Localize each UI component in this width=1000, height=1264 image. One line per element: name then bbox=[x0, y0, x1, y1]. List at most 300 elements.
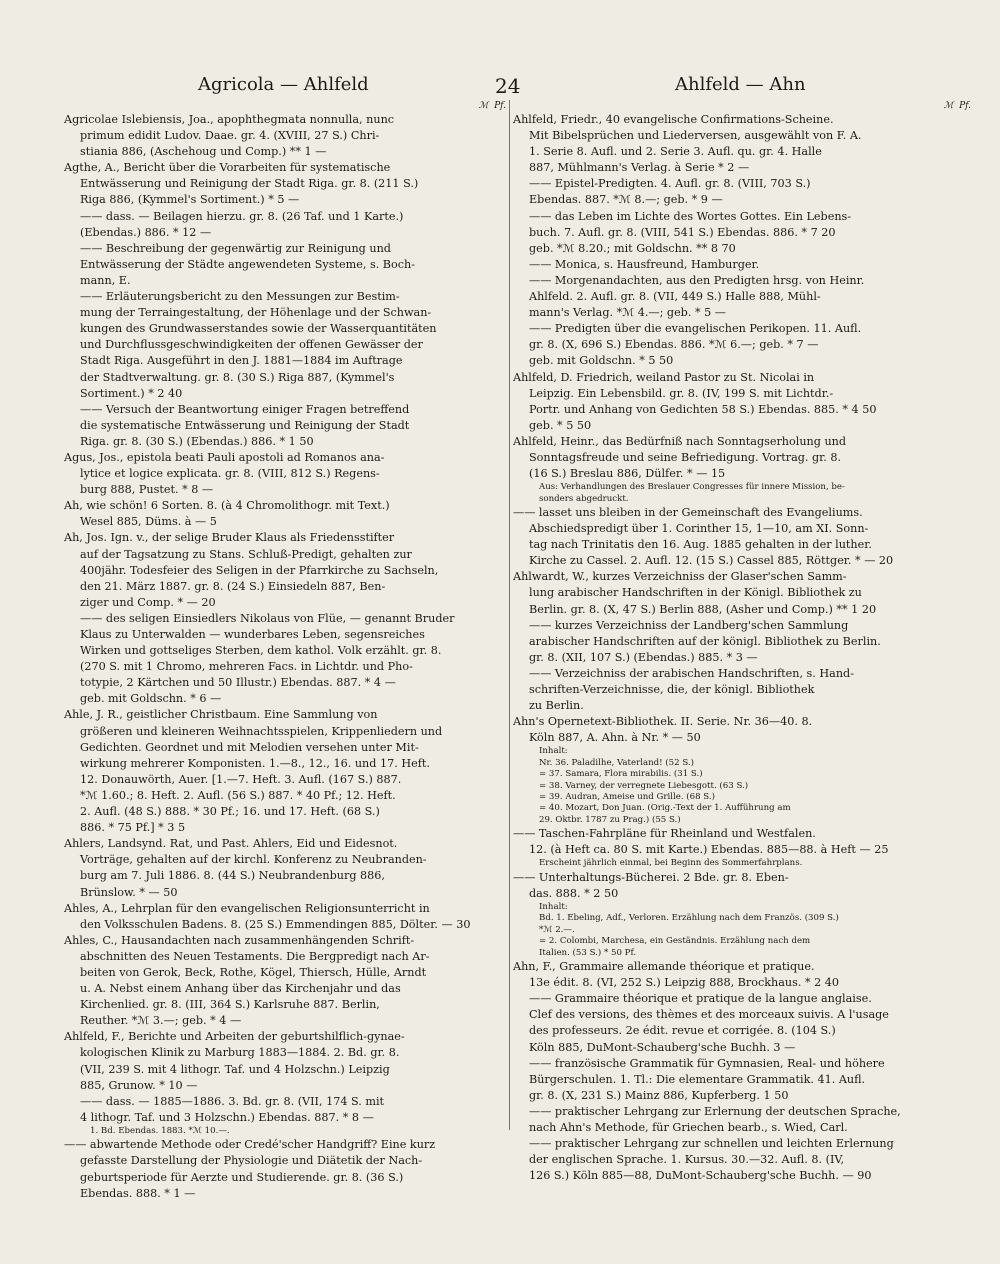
entry-line bbox=[513, 553, 973, 569]
entry-line bbox=[513, 505, 973, 521]
entry-line bbox=[64, 305, 508, 321]
catalog-entry bbox=[513, 870, 973, 902]
entry-line bbox=[513, 1136, 973, 1152]
entry-line-text: Riga 886, (Kymmel's Sortiment.) * 5 — bbox=[80, 193, 300, 207]
catalog-entry bbox=[513, 505, 973, 569]
entry-line bbox=[64, 740, 508, 756]
entry-line bbox=[64, 1078, 508, 1094]
entry-line bbox=[513, 730, 973, 746]
entry-line bbox=[513, 936, 973, 947]
entry-line-text: (Ebendas.) 886. * 12 — bbox=[80, 225, 212, 239]
entry-line-text: Leipzig. Ein Lebensbild. gr. 8. (IV, 199 S. mit Lichtdr.- bbox=[529, 386, 834, 400]
entry-line-text: gr. 8. (X, 696 S.) Ebendas. 886. *ℳ 6.—; geb. * 7 — bbox=[529, 338, 819, 352]
entry-line-text: Reuther. *ℳ 3.—; geb. * 4 — bbox=[80, 1014, 242, 1028]
entry-line bbox=[513, 386, 973, 402]
entry-line bbox=[64, 1062, 508, 1078]
entry-line-text: geburtsperiode für Aerzte und Studierende. gr. 8. (36 S.) bbox=[80, 1170, 404, 1184]
entry-line-text: mung der Terraingestaltung, der Höhenlage und der Schwan- bbox=[80, 306, 432, 320]
entry-line bbox=[64, 434, 508, 450]
entry-line-text: wirkung mehrerer Komponisten. 1.—8., 12., 16. und 17. Heft. bbox=[80, 756, 430, 770]
entry-line bbox=[64, 1110, 508, 1126]
entry-line-text: des professeurs. 2e édit. revue et corrigée. 8. (104 S.) bbox=[529, 1024, 836, 1038]
entry-line-text: primum edidit Ludov. Daae. gr. 4. (XVIII, 27 S.) Chri- bbox=[80, 129, 380, 143]
entry-line-text: Inhalt: bbox=[539, 746, 568, 757]
entry-line-text: *ℳ 2.—. bbox=[539, 924, 575, 935]
entry-line-text: Agthe, A., Bericht über die Vorarbeiten für systematische bbox=[64, 161, 391, 175]
entry-line-text: Ahlers, Landsynd. Rat, und Past. Ahlers, Eid und Eidesnot. bbox=[64, 837, 398, 851]
entry-line-text: = 37. Samara, Flora mirabilis. (31 S.) bbox=[539, 769, 703, 780]
entry-line bbox=[513, 959, 973, 975]
entry-line-text: Kirche zu Cassel. 2. Aufl. 12. (15 S.) Cassel 885, Röttger. * — 20 bbox=[529, 554, 894, 568]
entry-line-text: kungen des Grundwasserstandes sowie der Wasserquantitäten bbox=[80, 322, 437, 336]
entry-line-text: arabischer Handschriften auf der königl. Bibliothek zu Berlin. bbox=[529, 634, 881, 648]
entry-line-text: —— praktischer Lehrgang zur schnellen und leichten Erlernung bbox=[529, 1137, 894, 1151]
catalog-entry bbox=[64, 707, 508, 836]
entry-line-text: kologischen Klinik zu Marburg 1883—1884. 2. Bd. gr. 8. bbox=[80, 1046, 400, 1060]
entry-line bbox=[64, 724, 508, 740]
entry-line bbox=[513, 858, 973, 869]
entry-line bbox=[513, 112, 973, 128]
entry-line-text: Brünslow. * — 50 bbox=[80, 885, 178, 899]
entry-line bbox=[64, 386, 508, 402]
entry-line-text: mann's Verlag. *ℳ 4.—; geb. * 5 — bbox=[529, 306, 726, 320]
entry-note bbox=[513, 902, 973, 959]
entry-line-text: Bd. 1. Ebeling, Adf., Verloren. Erzählung nach dem Französ. (309 S.) bbox=[539, 913, 839, 924]
page-number: 24 bbox=[495, 74, 521, 98]
entry-line-text: —— Taschen-Fahrpläne für Rheinland und Westfalen. bbox=[513, 827, 816, 841]
entry-line-text: lung arabischer Handschriften in der Königl. Bibliothek zu bbox=[529, 586, 862, 600]
entry-line bbox=[513, 815, 973, 826]
entry-note bbox=[513, 858, 973, 869]
entry-line-text: = 40. Mozart, Don Juan. (Orig.-Text der 1. Aufführung am bbox=[539, 803, 791, 814]
entry-line bbox=[513, 128, 973, 144]
entry-line-text: 4 lithogr. Taf. und 3 Holzschn.) Ebendas. 887. * 8 — bbox=[80, 1110, 374, 1124]
entry-line-text: Portr. und Anhang von Gedichten 58 S.) Ebendas. 885. * 4 50 bbox=[529, 402, 877, 416]
entry-line-text: 887, Mühlmann's Verlag. à Serie * 2 — bbox=[529, 161, 750, 175]
entry-line bbox=[513, 273, 973, 289]
entry-line-text: abschnitten des Neuen Testaments. Die Bergpredigt nach Ar- bbox=[80, 949, 430, 963]
entry-line-text: Ahles, C., Hausandachten nach zusammenhängenden Schrift- bbox=[64, 933, 415, 947]
entry-line bbox=[64, 804, 508, 820]
entry-line bbox=[513, 1088, 973, 1104]
entry-line bbox=[513, 353, 973, 369]
entry-line bbox=[513, 241, 973, 257]
entry-line bbox=[513, 948, 973, 959]
entry-line-text: größeren und kleineren Weihnachtsspielen, Krippenliedern und bbox=[80, 724, 443, 738]
entry-line-text: Stadt Riga. Ausgeführt in den J. 1881—1884 im Auftrage bbox=[80, 354, 403, 368]
entry-line bbox=[64, 579, 508, 595]
entry-line bbox=[64, 885, 508, 901]
catalog-entry bbox=[64, 1137, 508, 1201]
entry-line bbox=[64, 209, 508, 225]
entry-line-text: Wirken und gottseliges Sterben, dem kathol. Volk erzählt. gr. 8. bbox=[80, 644, 442, 658]
catalog-entry bbox=[64, 160, 508, 450]
entry-line bbox=[513, 209, 973, 225]
entry-line-text: Italien. (53 S.) * 50 Pf. bbox=[539, 947, 637, 958]
entry-line bbox=[513, 257, 973, 273]
entry-line-text: Ebendas. 887. *ℳ 8.—; geb. * 9 — bbox=[529, 193, 723, 207]
catalog-entry bbox=[513, 569, 973, 714]
entry-line bbox=[64, 289, 508, 305]
entry-line-text: Vorträge, gehalten auf der kirchl. Konferenz zu Neubranden- bbox=[80, 853, 427, 867]
entry-line-text: —— dass. — Beilagen hierzu. gr. 8. (26 Taf. und 1 Karte.) bbox=[80, 209, 404, 223]
entry-line-text: auf der Tagsatzung zu Stans. Schluß-Predigt, gehalten zur bbox=[80, 547, 412, 561]
entry-line-text: Ahlfeld, Heinr., das Bedürfniß nach Sonntagserholung und bbox=[513, 434, 847, 448]
entry-line bbox=[64, 836, 508, 852]
entry-line-text: Ahlwardt, W., kurzes Verzeichniss der Glaser'schen Samm- bbox=[513, 570, 847, 584]
entry-line-text: Erscheint jährlich einmal, bei Beginn des Sommerfahrplans. bbox=[539, 858, 803, 869]
entry-line bbox=[513, 521, 973, 537]
entry-line bbox=[64, 1045, 508, 1061]
entry-line bbox=[513, 803, 973, 814]
entry-line bbox=[64, 144, 508, 160]
entry-line bbox=[513, 569, 973, 585]
entry-line-text: —— Verzeichniss der arabischen Handschriften, s. Hand- bbox=[529, 666, 854, 680]
catalog-entry bbox=[64, 836, 508, 900]
entry-line-text: burg am 7. Juli 1886. 8. (44 S.) Neubrandenburg 886, bbox=[80, 869, 385, 883]
entry-line-text: —— lasset uns bleiben in der Gemeinschaft des Evangeliums. bbox=[513, 505, 863, 519]
entry-line-text: —— das Leben im Lichte des Wortes Gottes. Ein Lebens- bbox=[529, 209, 852, 223]
entry-line bbox=[513, 450, 973, 466]
entry-line-text: Ah, Jos. Ign. v., der selige Bruder Klaus als Friedensstifter bbox=[64, 531, 395, 545]
entry-line-text: Abschiedspredigt über 1. Corinther 15, 1—10, am XI. Sonn- bbox=[529, 522, 869, 536]
entry-line bbox=[513, 602, 973, 618]
catalog-entry bbox=[64, 933, 508, 1030]
entry-line bbox=[513, 1056, 973, 1072]
entry-line bbox=[64, 949, 508, 965]
entry-line-text: Ahlfeld. 2. Aufl. gr. 8. (VII, 449 S.) Halle 888, Mühl- bbox=[529, 290, 821, 304]
entry-line bbox=[513, 682, 973, 698]
entry-line-text: Berlin. gr. 8. (X, 47 S.) Berlin 888, (Asher und Comp.) ** 1 20 bbox=[529, 602, 877, 616]
entry-line bbox=[64, 498, 508, 514]
entry-line-text: Ahlfeld, F., Berichte und Arbeiten der geburtshilflich-gynae- bbox=[64, 1030, 405, 1044]
entry-line bbox=[64, 707, 508, 723]
header-left: Agricola — Ahlfeld bbox=[198, 74, 369, 95]
entry-line bbox=[64, 176, 508, 192]
entry-line-text: geb. mit Goldschn. * 6 — bbox=[80, 692, 222, 706]
entry-line bbox=[513, 337, 973, 353]
left-entries bbox=[64, 112, 508, 1202]
entry-line bbox=[64, 418, 508, 434]
entry-line bbox=[513, 925, 973, 936]
entry-line bbox=[513, 321, 973, 337]
entry-line-text: nach Ahn's Methode, für Griechen bearb., s. Wied, Carl. bbox=[529, 1120, 848, 1134]
entry-line bbox=[513, 176, 973, 192]
entry-line bbox=[513, 792, 973, 803]
entry-line-text: —— Beschreibung der gegenwärtig zur Reinigung und bbox=[80, 241, 391, 255]
entry-line bbox=[64, 192, 508, 208]
catalog-entry bbox=[513, 370, 973, 434]
entry-line bbox=[513, 1168, 973, 1184]
entry-note bbox=[513, 482, 973, 505]
entry-line-text: Sonntagsfreude und seine Befriedigung. Vortrag. gr. 8. bbox=[529, 450, 842, 464]
currency-header-right: ℳ Pf. bbox=[943, 101, 971, 111]
entry-line-text: Aus: Verhandlungen des Breslauer Congresses für innere Mission, be- bbox=[539, 482, 845, 493]
entry-line bbox=[64, 466, 508, 482]
entry-line bbox=[64, 1126, 508, 1137]
entry-line-text: —— des seligen Einsiedlers Nikolaus von Flüe, — genannt Bruder bbox=[80, 611, 455, 625]
entry-line-text: beiten von Gerok, Beck, Rothe, Kögel, Thiersch, Hülle, Arndt bbox=[80, 965, 427, 979]
entry-line-text: —— französische Grammatik für Gymnasien, Real- und höhere bbox=[529, 1056, 885, 1070]
entry-line-text: Entwässerung und Reinigung der Stadt Riga. gr. 8. (211 S.) bbox=[80, 177, 419, 191]
catalog-entry bbox=[513, 714, 973, 746]
entry-line bbox=[64, 756, 508, 772]
entry-line bbox=[64, 321, 508, 337]
entry-line-text: 2. Aufl. (48 S.) 888. * 30 Pf.; 16. und 17. Heft. (68 S.) bbox=[80, 805, 380, 819]
entry-line-text: Ahn's Opernetext-Bibliothek. II. Serie. Nr. 36—40. 8. bbox=[513, 715, 813, 729]
entry-line-text: 885, Grunow. * 10 — bbox=[80, 1078, 198, 1092]
entry-line bbox=[64, 402, 508, 418]
entry-line bbox=[513, 144, 973, 160]
entry-line-text: Agricolae Islebiensis, Joa., apophthegmata nonnulla, nunc bbox=[64, 113, 395, 126]
entry-line-text: der englischen Sprache. 1. Kursus. 30.—32. Aufl. 8. (IV, bbox=[529, 1153, 845, 1167]
entry-line-text: Ahles, A., Lehrplan für den evangelischen Religionsunterricht in bbox=[64, 901, 430, 915]
entry-line bbox=[513, 991, 973, 1007]
entry-line-text: 126 S.) Köln 885—88, DuMont-Schauberg'sche Buchh. — 90 bbox=[529, 1169, 872, 1183]
entry-line bbox=[64, 981, 508, 997]
entry-line-text: 13e édit. 8. (VI, 252 S.) Leipzig 888, Brockhaus. * 2 40 bbox=[529, 976, 840, 990]
entry-line bbox=[513, 698, 973, 714]
entry-line bbox=[513, 975, 973, 991]
left-column bbox=[64, 100, 508, 1202]
entry-line bbox=[513, 305, 973, 321]
entry-line-text: Inhalt: bbox=[539, 902, 568, 912]
entry-line bbox=[64, 917, 508, 933]
entry-line bbox=[64, 450, 508, 466]
catalog-entry bbox=[64, 1029, 508, 1126]
entry-line-text: —— Versuch der Beantwortung einiger Fragen betreffend bbox=[80, 402, 410, 416]
entry-line bbox=[64, 1137, 508, 1153]
entry-line-text: Nr. 36. Paladilhe, Vaterland! (52 S.) bbox=[539, 757, 694, 768]
entry-line-text: Sortiment.) * 2 40 bbox=[80, 386, 183, 400]
entry-line bbox=[64, 852, 508, 868]
entry-line bbox=[64, 820, 508, 836]
entry-line-text: das. 888. * 2 50 bbox=[529, 886, 619, 900]
entry-line-text: buch. 7. Aufl. gr. 8. (VIII, 541 S.) Ebendas. 886. * 7 20 bbox=[529, 225, 836, 239]
entry-line-text: gefasste Darstellung der Physiologie und Diätetik der Nach- bbox=[80, 1154, 423, 1168]
entry-line bbox=[64, 112, 508, 128]
entry-line-text: —— Predigten über die evangelischen Perikopen. 11. Aufl. bbox=[529, 322, 862, 336]
entry-line bbox=[64, 273, 508, 289]
entry-line-text: 29. Oktbr. 1787 zu Prag.) (55 S.) bbox=[539, 814, 681, 825]
entry-line-text: —— Erläuterungsbericht zu den Messungen zur Bestim- bbox=[80, 290, 400, 304]
entry-line-text: Ahn, F., Grammaire allemande théorique et pratique. bbox=[513, 960, 815, 974]
entry-line bbox=[513, 769, 973, 780]
entry-line bbox=[513, 289, 973, 305]
entry-line bbox=[513, 225, 973, 241]
entry-line-text: Entwässerung der Städte angewendeten Systeme, s. Boch- bbox=[80, 257, 416, 271]
entry-line-text: Köln 885, DuMont-Schauberg'sche Buchh. 3 — bbox=[529, 1040, 796, 1054]
entry-line-text: geb. mit Goldschn. * 5 50 bbox=[529, 354, 674, 368]
entry-line bbox=[64, 530, 508, 546]
entry-note bbox=[513, 746, 973, 826]
catalog-entry bbox=[64, 530, 508, 707]
entry-line-text: den Volksschulen Badens. 8. (25 S.) Emmendingen 885, Dölter. — 30 bbox=[80, 917, 471, 931]
entry-line bbox=[513, 746, 973, 757]
entry-line bbox=[513, 870, 973, 886]
entry-line bbox=[513, 160, 973, 176]
entry-line bbox=[513, 1040, 973, 1056]
entry-line-text: —— Unterhaltungs-Bücherei. 2 Bde. gr. 8. Eben- bbox=[513, 870, 789, 884]
entry-line bbox=[64, 788, 508, 804]
entry-line bbox=[64, 160, 508, 176]
entry-line bbox=[64, 128, 508, 144]
entry-line-text: 1. Bd. Ebendas. 1883. *ℳ 10.—. bbox=[90, 1125, 230, 1136]
entry-line-text: 12. (à Heft ca. 80 S. mit Karte.) Ebendas. 885—88. à Heft — 25 bbox=[529, 843, 889, 857]
entry-line-text: Mit Bibelsprüchen und Liederversen, ausgewählt von F. A. bbox=[529, 129, 862, 143]
entry-line bbox=[513, 1007, 973, 1023]
entry-line bbox=[513, 634, 973, 650]
catalog-entry bbox=[64, 450, 508, 498]
entry-line bbox=[64, 643, 508, 659]
entry-line-text: —— Monica, s. Hausfreund, Hamburger. bbox=[529, 257, 760, 271]
column-divider bbox=[509, 100, 510, 1130]
entry-line bbox=[64, 1094, 508, 1110]
entry-line bbox=[513, 826, 973, 842]
entry-line bbox=[64, 659, 508, 675]
entry-line bbox=[64, 1186, 508, 1202]
entry-line bbox=[513, 494, 973, 505]
entry-line-text: stiania 886, (Aschehoug und Comp.) ** 1 — bbox=[80, 145, 327, 159]
catalog-entry bbox=[64, 901, 508, 933]
header-right: Ahlfeld — Ahn bbox=[675, 74, 806, 95]
entry-line-text: Köln 887, A. Ahn. à Nr. * — 50 bbox=[529, 731, 701, 745]
entry-line bbox=[513, 1104, 973, 1120]
entry-line bbox=[64, 868, 508, 884]
entry-line bbox=[513, 585, 973, 601]
catalog-entry bbox=[513, 826, 973, 858]
catalog-entry bbox=[513, 434, 973, 482]
entry-line bbox=[513, 1152, 973, 1168]
entry-line bbox=[64, 691, 508, 707]
entry-line-text: 400jähr. Todesfeier des Seligen in der Pfarrkirche zu Sachseln, bbox=[80, 563, 439, 577]
entry-line bbox=[513, 618, 973, 634]
entry-line bbox=[64, 595, 508, 611]
entry-line-text: burg 888, Pustet. * 8 — bbox=[80, 483, 214, 497]
entry-line bbox=[513, 913, 973, 924]
entry-line-text: Ah, wie schön! 6 Sorten. 8. (à 4 Chromolithogr. mit Text.) bbox=[64, 499, 390, 513]
entry-line bbox=[64, 772, 508, 788]
entry-line-text: Ebendas. 888. * 1 — bbox=[80, 1186, 196, 1200]
entry-line bbox=[513, 1023, 973, 1039]
entry-line-text: —— Morgenandachten, aus den Predigten hrsg. von Heinr. bbox=[529, 273, 865, 287]
entry-line bbox=[64, 1029, 508, 1045]
entry-line-text: —— abwartende Methode oder Credé'scher Handgriff? Eine kurz bbox=[64, 1138, 436, 1152]
right-column bbox=[513, 100, 973, 1184]
entry-line-text: Bürgerschulen. 1. Tl.: Die elementare Grammatik. 41. Aufl. bbox=[529, 1072, 866, 1086]
entry-line bbox=[513, 434, 973, 450]
entry-line bbox=[513, 666, 973, 682]
catalog-entry bbox=[513, 112, 973, 370]
entry-line-text: Gedichten. Geordnet und mit Melodien versehen unter Mit- bbox=[80, 740, 419, 754]
entry-line bbox=[64, 241, 508, 257]
entry-line-text: den 21. März 1887. gr. 8. (24 S.) Einsiedeln 887, Ben- bbox=[80, 579, 386, 593]
entry-line-text: Wesel 885, Düms. à — 5 bbox=[80, 515, 217, 529]
entry-line-text: gr. 8. (X, 231 S.) Mainz 886, Kupferberg. 1 50 bbox=[529, 1088, 789, 1102]
entry-line bbox=[513, 650, 973, 666]
entry-line-text: der Stadtverwaltung. gr. 8. (30 S.) Riga 887, (Kymmel's bbox=[80, 370, 395, 384]
entry-line-text: lytice et logice explicata. gr. 8. (VIII, 812 S.) Regens- bbox=[80, 467, 380, 481]
entry-line-text: Klaus zu Unterwalden — wunderbares Leben, segensreiches bbox=[80, 628, 425, 641]
entry-line-text: 1. Serie 8. Aufl. und 2. Serie 3. Aufl. qu. gr. 4. Halle bbox=[529, 145, 822, 159]
catalog-entry bbox=[64, 112, 508, 160]
entry-line bbox=[513, 192, 973, 208]
entry-note bbox=[64, 1126, 508, 1137]
entry-line-text: totypie, 2 Kärtchen und 50 Illustr.) Ebendas. 887. * 4 — bbox=[80, 676, 396, 690]
entry-line bbox=[64, 225, 508, 241]
entry-line-text: schriften-Verzeichnisse, die, der königl. Bibliothek bbox=[529, 683, 815, 696]
entry-line-text: *ℳ 1.60.; 8. Heft. 2. Aufl. (56 S.) 887. * 40 Pf.; 12. Heft. bbox=[80, 788, 396, 802]
entry-line bbox=[64, 547, 508, 563]
catalog-entry bbox=[64, 498, 508, 530]
entry-line bbox=[513, 1072, 973, 1088]
entry-line bbox=[64, 627, 508, 643]
entry-line-text: mann, E. bbox=[80, 273, 131, 287]
entry-line-text: —— Epistel-Predigten. 4. Aufl. gr. 8. (VIII, 703 S.) bbox=[529, 177, 811, 191]
entry-line bbox=[513, 1120, 973, 1136]
right-entries bbox=[513, 112, 973, 1184]
entry-line-text: Ahlfeld, D. Friedrich, weiland Pastor zu St. Nicolai in bbox=[513, 370, 815, 384]
entry-line bbox=[513, 418, 973, 434]
entry-line bbox=[64, 257, 508, 273]
entry-line bbox=[64, 337, 508, 353]
entry-line-text: zu Berlin. bbox=[529, 699, 584, 713]
entry-line bbox=[513, 781, 973, 792]
entry-line-text: (VII, 239 S. mit 4 lithogr. Taf. und 4 Holzschn.) Leipzig bbox=[80, 1062, 390, 1076]
entry-line bbox=[64, 1013, 508, 1029]
entry-line-text: —— praktischer Lehrgang zur Erlernung der deutschen Sprache, bbox=[529, 1104, 901, 1118]
entry-line bbox=[513, 466, 973, 482]
entry-line bbox=[64, 675, 508, 691]
entry-line-text: —— dass. — 1885—1886. 3. Bd. gr. 8. (VII, 174 S. mit bbox=[80, 1094, 385, 1108]
entry-line-text: gr. 8. (XII, 107 S.) (Ebendas.) 885. * 3 — bbox=[529, 650, 758, 664]
entry-line bbox=[513, 537, 973, 553]
entry-line bbox=[64, 1170, 508, 1186]
entry-line-text: ziger und Comp. * — 20 bbox=[80, 595, 216, 609]
entry-line-text: geb. *ℳ 8.20.; mit Goldschn. ** 8 70 bbox=[529, 241, 736, 255]
entry-line-text: = 38. Varney, der verregnete Liebesgott. (63 S.) bbox=[539, 780, 749, 791]
entry-line bbox=[513, 758, 973, 769]
entry-line bbox=[64, 997, 508, 1013]
entry-line bbox=[513, 886, 973, 902]
entry-line-text: Ahlfeld, Friedr., 40 evangelische Confirmations-Scheine. bbox=[513, 113, 834, 126]
entry-line-text: Ahle, J. R., geistlicher Christbaum. Eine Sammlung von bbox=[64, 708, 378, 722]
entry-line-text: Kirchenlied. gr. 8. (III, 364 S.) Karlsruhe 887. Berlin, bbox=[80, 998, 380, 1012]
entry-line bbox=[64, 901, 508, 917]
entry-line bbox=[64, 514, 508, 530]
currency-header-left: ℳ Pf. bbox=[478, 101, 506, 111]
entry-line-text: (270 S. mit 1 Chromo, mehreren Facs. in Lichtdr. und Pho- bbox=[80, 660, 413, 674]
entry-line-text: —— kurzes Verzeichniss der Landberg'schen Sammlung bbox=[529, 618, 849, 632]
entry-line bbox=[513, 402, 973, 418]
entry-line-text: die systematische Entwässerung und Reinigung der Stadt bbox=[80, 418, 410, 432]
entry-line bbox=[64, 353, 508, 369]
entry-line-text: —— Grammaire théorique et pratique de la langue anglaise. bbox=[529, 992, 872, 1006]
entry-line bbox=[513, 842, 973, 858]
running-header bbox=[0, 74, 1000, 100]
entry-line bbox=[64, 1153, 508, 1169]
entry-line-text: = 2. Colombi, Marchesa, ein Geständnis. Erzählung nach dem bbox=[539, 936, 811, 947]
entry-line bbox=[64, 965, 508, 981]
entry-line bbox=[513, 482, 973, 493]
entry-line-text: u. A. Nebst einem Anhang über das Kirchenjahr und das bbox=[80, 982, 401, 996]
entry-line-text: geb. * 5 50 bbox=[529, 418, 592, 432]
entry-line-text: tag nach Trinitatis den 16. Aug. 1885 gehalten in der luther. bbox=[529, 538, 872, 552]
entry-line-text: sonders abgedruckt. bbox=[539, 493, 629, 504]
entry-line-text: 886. * 75 Pf.] * 3 5 bbox=[80, 821, 186, 835]
entry-line bbox=[513, 714, 973, 730]
entry-line-text: = 39. Audran, Ameise und Grille. (68 S.) bbox=[539, 792, 715, 802]
